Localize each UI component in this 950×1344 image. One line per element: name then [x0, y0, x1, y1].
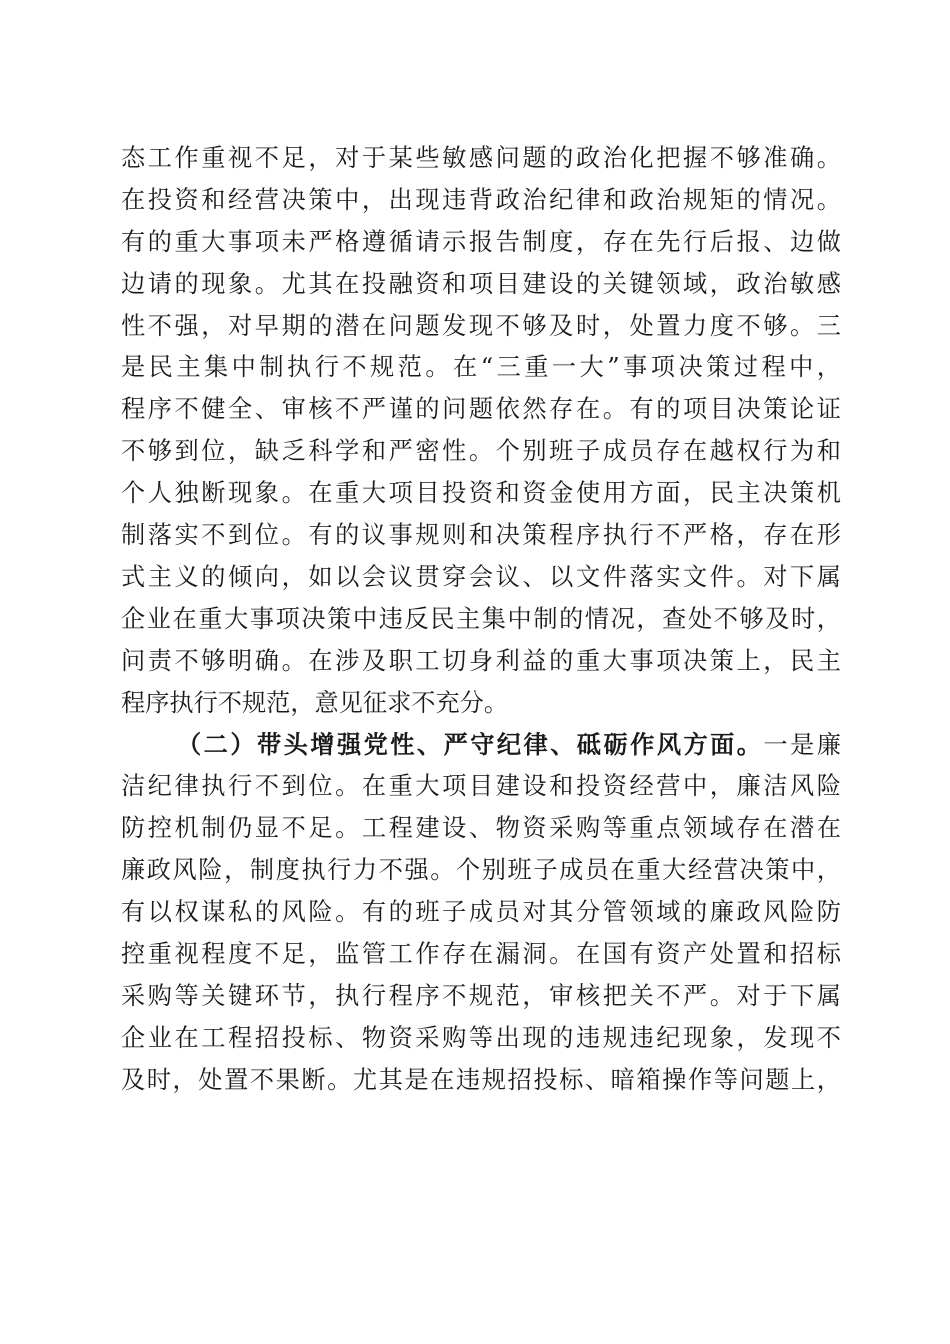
text-line: 企业在重大事项决策中违反民主集中制的情况，查处不够及时，: [121, 604, 841, 633]
text-line: 程序不健全、审核不严谨的问题依然存在。有的项目决策论证: [121, 395, 841, 424]
text-line: 不够到位，缺乏科学和严密性。个别班子成员存在越权行为和: [121, 437, 841, 466]
text-line: 控重视程度不足，监管工作存在漏洞。在国有资产处置和招标: [121, 939, 841, 968]
paragraph-2: [121, 724, 841, 1101]
text-line: 边请的现象。尤其在投融资和项目建设的关键领域，政治敏感: [121, 269, 841, 298]
text-line: 有的重大事项未严格遵循请示报告制度，存在先行后报、边做: [121, 227, 841, 256]
text-line: 式主义的倾向，如以会议贯穿会议、以文件落实文件。对下属: [121, 562, 841, 591]
text-line: 防控机制仍显不足。工程建设、物资采购等重点领域存在潜在: [121, 814, 841, 843]
text-line: 程序执行不规范，意见征求不充分。: [121, 688, 509, 717]
text-line: 有以权谋私的风险。有的班子成员对其分管领域的廉政风险防: [121, 898, 841, 927]
text-line: 及时，处置不果断。尤其是在违规招投标、暗箱操作等问题上，: [121, 1065, 841, 1094]
text-line: 企业在工程招投标、物资采购等出现的违规违纪现象，发现不: [121, 1023, 841, 1052]
text-line: 个人独断现象。在重大项目投资和资金使用方面，民主决策机: [121, 479, 841, 508]
section-heading: （二）带头增强党性、严守纪律、砥砺作风方面。: [177, 730, 764, 760]
text-line: 态工作重视不足，对于某些敏感问题的政治化把握不够准确。: [121, 144, 841, 172]
text-line: 洁纪律执行不到位。在重大项目建设和投资经营中，廉洁风险: [121, 772, 841, 801]
section-heading-line: [121, 724, 841, 766]
text-line: 采购等关键环节，执行程序不规范，审核把关不严。对于下属: [121, 981, 841, 1010]
text-line: 在投资和经营决策中，出现违背政治纪律和政治规矩的情况。: [121, 185, 841, 214]
text-line: 廉政风险，制度执行力不强。个别班子成员在重大经营决策中，: [121, 856, 841, 885]
document-body: [121, 138, 841, 1101]
text-line: 制落实不到位。有的议事规则和决策程序执行不严格，存在形: [121, 521, 841, 550]
text-line: 性不强，对早期的潜在问题发现不够及时，处置力度不够。三: [121, 311, 841, 340]
paragraph-1: [121, 138, 841, 724]
text-line: 问责不够明确。在涉及职工切身利益的重大事项决策上，民主: [121, 646, 841, 675]
text-line: 是民主集中制执行不规范。在“三重一大”事项决策过程中，: [121, 353, 841, 382]
text-fragment: 一是廉: [763, 731, 841, 760]
